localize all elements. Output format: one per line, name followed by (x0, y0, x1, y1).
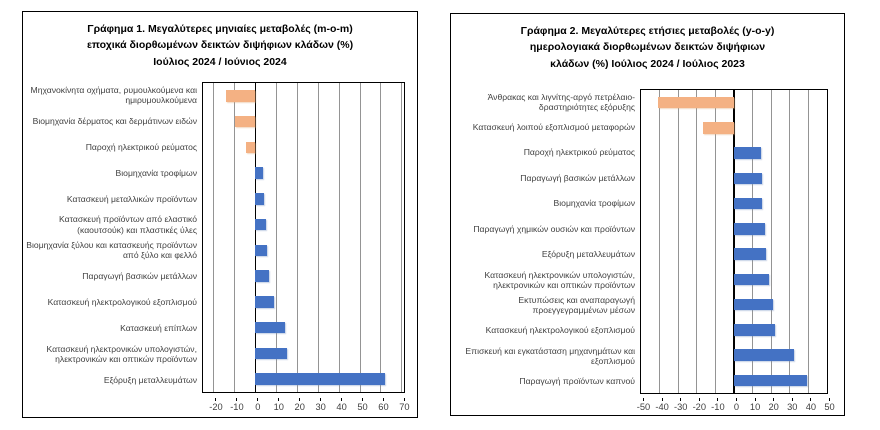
category-label: Κατασκευή επίπλων (120, 323, 197, 334)
gridline (318, 83, 319, 392)
x-axis-tick-label: -20 (692, 402, 707, 412)
category-label: Βιομηχανία τροφίμων (553, 198, 635, 209)
zero-axis-line (733, 90, 735, 393)
chart-1-plot-area (202, 82, 405, 393)
chart-2-category-labels (451, 89, 640, 394)
bar (255, 348, 286, 360)
bar (255, 219, 265, 231)
x-axis-tick-mark (215, 398, 216, 401)
x-axis-tick-label: -30 (673, 402, 688, 412)
bar (703, 122, 734, 134)
chart-1-title-line-2: εποχικά διορθωμένων δεικτών διψήφιων κλάδων (%) (86, 39, 354, 52)
gridline (678, 90, 679, 393)
category-label: Κατασκευή μεταλλικών προϊόντων (66, 193, 197, 204)
x-axis-tick-mark (810, 398, 811, 401)
gridline (234, 83, 235, 392)
bar (734, 173, 762, 185)
bar (246, 142, 256, 154)
category-label: Βιομηχανία δέρματος και δερμάτινων ειδών (32, 115, 197, 126)
x-axis-tick-label: 60 (378, 402, 389, 412)
x-axis-tick-mark (278, 398, 279, 401)
x-axis-tick-label: 0 (255, 402, 261, 412)
category-label: Παροχή ηλεκτρικού ρεύματος (523, 147, 635, 158)
x-axis-tick-label: 30 (787, 402, 798, 412)
bar (235, 116, 256, 128)
bar (255, 322, 285, 334)
bar (226, 90, 255, 102)
x-axis-tick-mark (792, 398, 793, 401)
x-axis-tick-label: -50 (636, 402, 651, 412)
gridline (213, 83, 214, 392)
gridline (771, 90, 772, 393)
x-axis-tick-label: 20 (294, 402, 305, 412)
gridline (752, 90, 753, 393)
gridline (360, 83, 361, 392)
gridline (808, 90, 809, 393)
zero-axis-line (255, 83, 257, 392)
category-label: Άνθρακας και λιγνίτης-αργό πετρέλαιο-δραστηριότητες εξόρυξης (487, 91, 635, 112)
bar (255, 296, 274, 308)
gridline (297, 83, 298, 392)
x-axis-tick-label: 10 (273, 402, 284, 412)
x-axis-tick-mark (736, 398, 737, 401)
x-axis-tick-label: 40 (336, 402, 347, 412)
chart-1-body (23, 82, 405, 393)
chart-1-title-line-3: Ιούλιος 2024 / Ιούνιος 2024 (153, 55, 287, 68)
x-axis-tick-mark (680, 398, 681, 401)
category-label: Κατασκευή προϊόντων από ελαστικό (καουτσούκ) και πλαστικές ύλες (59, 214, 197, 235)
bar (734, 299, 773, 311)
chart-2-title-line-3: κλάδων (%) Ιούλιος 2024 / Ιούλιος 2023 (550, 57, 745, 70)
x-axis-tick-label: 10 (749, 402, 761, 412)
bar (255, 167, 263, 179)
category-label: Παραγωγή βασικών μετάλλων (520, 172, 635, 183)
x-axis-tick-mark (383, 398, 384, 401)
gridline (339, 83, 340, 392)
x-axis-tick-label: 0 (733, 402, 740, 412)
chart-1-box (22, 11, 418, 418)
category-label: Βιομηχανία ξύλου και κατασκευής προϊόντων από ξύλο και φελλό (26, 240, 197, 261)
x-axis-tick-mark (404, 398, 405, 401)
bar (734, 349, 794, 361)
category-label: Κατασκευή ηλεκτρονικών υπολογιστών, ηλεκτρονικών και οπτικών προϊόντων (484, 269, 635, 290)
x-axis-tick-mark (257, 398, 258, 401)
category-label: Παραγωγή βασικών μετάλλων (82, 271, 197, 282)
bar (734, 375, 807, 387)
gridline (380, 83, 381, 392)
bar (734, 198, 762, 210)
x-axis-tick-mark (236, 398, 237, 401)
x-axis-tick-label: -20 (209, 402, 223, 412)
chart-2-title (451, 23, 844, 72)
gridline (276, 83, 277, 392)
chart-1-title (23, 21, 417, 70)
x-axis-tick-mark (643, 398, 644, 401)
chart-2-plot-area (640, 89, 828, 394)
bar (255, 193, 263, 205)
category-label: Κατασκευή ηλεκτρολογικού εξοπλισμού (47, 297, 197, 308)
chart-2-title-line-2: ημερολογιακά διορθωμένων δεικτών διψήφιων (529, 41, 766, 54)
x-axis-tick-label: 50 (824, 402, 835, 412)
x-axis-tick-mark (717, 398, 718, 401)
x-axis-tick-label: 30 (315, 402, 326, 412)
chart-2-x-axis (636, 398, 835, 416)
gridline (715, 90, 716, 393)
x-axis-tick-label: 20 (768, 402, 779, 412)
gridline (696, 90, 697, 393)
bar (734, 248, 766, 260)
category-label: Κατασκευή ηλεκτρολογικού εξοπλισμού (485, 325, 635, 336)
chart-2-title-line-1: Γράφημα 2. Μεγαλύτερες ετήσιες μεταβολές (y-o-y) (520, 25, 775, 37)
gridline (789, 90, 790, 393)
bar (734, 274, 769, 286)
bar (734, 223, 765, 235)
x-axis-tick-mark (755, 398, 756, 401)
x-axis-tick-mark (341, 398, 342, 401)
category-label: Εξόρυξη μεταλλευμάτων (541, 249, 635, 260)
bar (734, 324, 775, 336)
chart-1-category-labels (23, 82, 202, 393)
x-axis-tick-mark (699, 398, 700, 401)
bar (255, 373, 385, 385)
x-axis-tick-label: -10 (230, 402, 244, 412)
x-axis-tick-label: 50 (357, 402, 368, 412)
category-label: Παραγωγή προϊόντων καπνού (519, 376, 635, 387)
category-label: Βιομηχανία τροφίμων (115, 167, 197, 178)
x-axis-tick-label: -40 (655, 402, 669, 412)
chart-2-body (451, 89, 828, 394)
x-axis-tick-mark (320, 398, 321, 401)
category-label: Παροχή ηλεκτρικού ρεύματος (85, 141, 197, 152)
bar (255, 270, 269, 282)
chart-1-x-axis (204, 398, 410, 416)
x-axis-tick-mark (662, 398, 663, 401)
bar (658, 97, 734, 109)
bar (255, 245, 266, 257)
x-axis-tick-mark (299, 398, 300, 401)
x-axis-tick-label: -10 (711, 402, 725, 412)
category-label: Παραγωγή χημικών ουσιών και προϊόντων (473, 223, 635, 234)
chart-2-box (450, 13, 845, 416)
chart-1-title-line-1: Γράφημα 1. Μεγαλύτερες μηνιαίες μεταβολές (m-o-m) (87, 23, 353, 35)
x-axis-tick-mark (829, 398, 830, 401)
gridline (401, 83, 402, 392)
category-label: Κατασκευή ηλεκτρονικών υπολογιστών, ηλεκτρονικών και οπτικών προϊόντων (46, 344, 197, 365)
category-label: Μηχανοκίνητα οχήματα, ρυμουλκούμενα και ημιρυμουλκούμενα (30, 84, 197, 105)
category-label: Εξόρυξη μεταλλευμάτων (103, 375, 197, 386)
x-axis-tick-mark (773, 398, 774, 401)
x-axis-tick-label: 40 (805, 402, 817, 412)
gridline (659, 90, 660, 393)
category-label: Κατασκευή λοιπού εξοπλισμού μεταφορών (472, 122, 635, 133)
x-axis-tick-label: 70 (399, 402, 410, 412)
category-label: Εκτυπώσεις και αναπαραγωγή προεγγεγραμμένων μέσων (518, 294, 635, 316)
bar (734, 147, 761, 159)
x-axis-tick-mark (362, 398, 363, 401)
category-label: Επισκευή και εγκατάσταση μηχανημάτων και εξοπλισμού (465, 345, 635, 366)
